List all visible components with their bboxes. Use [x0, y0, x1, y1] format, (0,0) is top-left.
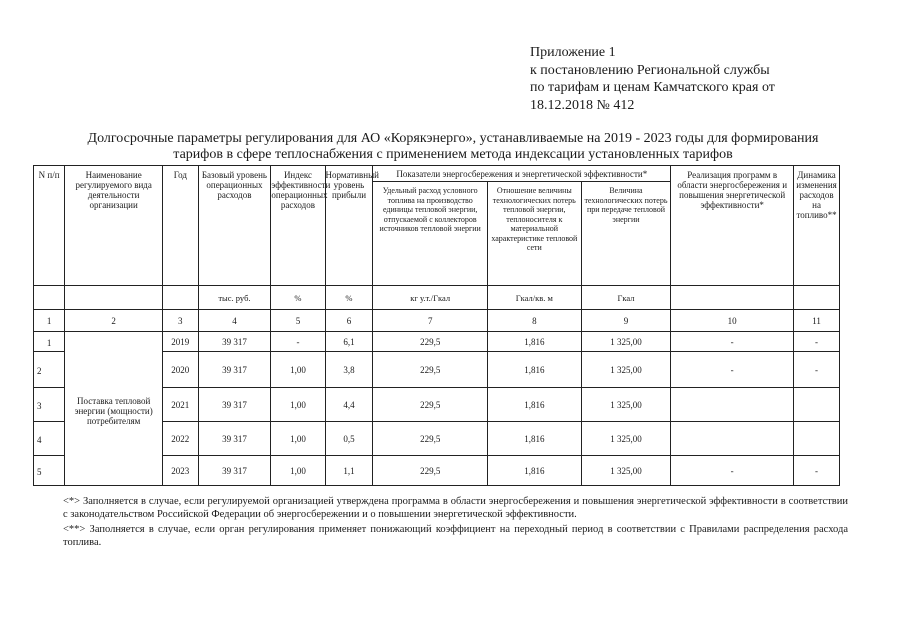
loss-cell: 1 325,00	[581, 352, 671, 388]
year-cell: 2020	[163, 352, 198, 388]
unit-energy-ratio: Гкал/кв. м	[487, 286, 581, 310]
header-program: Реализация программ в области энергосбережения и повышения энергетической эффективности*	[671, 166, 794, 286]
header-energy-loss: Величина технологических потерь при передаче тепловой энергии	[581, 182, 671, 286]
fuel-cell: 229,5	[373, 388, 488, 422]
loss-cell: 1 325,00	[581, 332, 671, 352]
column-number: 10	[671, 310, 794, 332]
fuel-cell: 229,5	[373, 332, 488, 352]
dynamics-cell: -	[794, 332, 840, 352]
column-number: 7	[373, 310, 488, 332]
ratio-cell: 1,816	[487, 388, 581, 422]
fuel-cell: 229,5	[373, 352, 488, 388]
row-number: 5	[34, 456, 65, 486]
program-cell	[671, 422, 794, 456]
unit-energy-loss: Гкал	[581, 286, 671, 310]
column-number: 6	[325, 310, 373, 332]
footnote-1: <*> Заполняется в случае, если регулируемой организацией утверждена программа в области энергосбережения и повышения энергетической эффективности в соответствии с законодательством Российской Федерации об энергосбережении и о повышении энергетической эффективности.	[63, 496, 848, 520]
row-number: 2	[34, 352, 65, 388]
profit-cell: 1,1	[325, 456, 373, 486]
appendix-line-2: к постановлению Региональной службы	[530, 62, 770, 78]
title-line-2: тарифов в сфере теплоснабжения с применением метода индексации установленных тарифов	[173, 147, 733, 162]
column-number: 11	[794, 310, 840, 332]
program-cell: -	[671, 332, 794, 352]
dynamics-cell	[794, 422, 840, 456]
unit-energy-fuel: кг у.т./Гкал	[373, 286, 488, 310]
year-cell: 2023	[163, 456, 198, 486]
profit-cell: 4,4	[325, 388, 373, 422]
profit-cell: 0,5	[325, 422, 373, 456]
program-cell	[671, 388, 794, 422]
index-cell: -	[271, 332, 325, 352]
base-cell: 39 317	[198, 456, 271, 486]
base-cell: 39 317	[198, 388, 271, 422]
appendix-line-3: по тарифам и ценам Камчатского края от	[530, 80, 775, 95]
row-number: 1	[34, 332, 65, 352]
header-profit: Нормативный уровень прибыли	[325, 166, 373, 286]
year-cell: 2022	[163, 422, 198, 456]
row-number: 4	[34, 422, 65, 456]
unit-profit: %	[325, 286, 373, 310]
dynamics-cell	[794, 388, 840, 422]
appendix-line-1: Приложение 1	[530, 45, 616, 60]
index-cell: 1,00	[271, 352, 325, 388]
column-number: 4	[198, 310, 271, 332]
program-cell: -	[671, 352, 794, 388]
column-number: 8	[487, 310, 581, 332]
loss-cell: 1 325,00	[581, 388, 671, 422]
appendix-block	[530, 44, 890, 114]
unit-index: %	[271, 286, 325, 310]
footnote-2: <**> Заполняется в случае, если орган регулирования применяет понижающий коэффициент на переходный период в соответствии с Правилами распределения расхода топлива.	[63, 524, 848, 548]
loss-cell: 1 325,00	[581, 422, 671, 456]
fuel-cell: 229,5	[373, 456, 488, 486]
column-number-row	[34, 310, 840, 332]
title-line-1: Долгосрочные параметры регулирования для АО «Корякэнерго», устанавливаемые на 2019 - 2023 годы для формирования	[87, 131, 819, 146]
row-number: 3	[34, 388, 65, 422]
program-cell: -	[671, 456, 794, 486]
header-num: N п/п	[34, 166, 65, 286]
column-number: 1	[34, 310, 65, 332]
column-number: 9	[581, 310, 671, 332]
base-cell: 39 317	[198, 352, 271, 388]
ratio-cell: 1,816	[487, 456, 581, 486]
profit-cell: 3,8	[325, 352, 373, 388]
column-number: 5	[271, 310, 325, 332]
header-energy-fuel: Удельный расход условного топлива на производство единицы тепловой энергии, отпускаемой с коллекторов источников тепловой энергии	[373, 182, 488, 286]
year-cell: 2021	[163, 388, 198, 422]
column-number: 3	[163, 310, 198, 332]
ratio-cell: 1,816	[487, 422, 581, 456]
column-number: 2	[65, 310, 163, 332]
base-cell: 39 317	[198, 332, 271, 352]
appendix-line-4: 18.12.2018 № 412	[530, 97, 635, 113]
ratio-cell: 1,816	[487, 352, 581, 388]
dynamics-cell: -	[794, 456, 840, 486]
year-cell: 2019	[163, 332, 198, 352]
fuel-cell: 229,5	[373, 422, 488, 456]
header-energy-group: Показатели энергосбережения и энергетической эффективности*	[373, 166, 671, 182]
header-base: Базовый уровень операционных расходов	[198, 166, 271, 286]
header-index: Индекс эффективности операционных расходов	[271, 166, 325, 286]
parameters-table	[33, 165, 840, 486]
loss-cell: 1 325,00	[581, 456, 671, 486]
header-org: Наименование регулируемого вида деятельности организации	[65, 166, 163, 286]
profit-cell: 6,1	[325, 332, 373, 352]
ratio-cell: 1,816	[487, 332, 581, 352]
header-dynamics: Динамика изменения расходов на топливо**	[794, 166, 840, 286]
org-name: Поставка тепловой энергии (мощности) потребителям	[65, 332, 163, 486]
index-cell: 1,00	[271, 422, 325, 456]
header-year: Год	[163, 166, 198, 286]
dynamics-cell: -	[794, 352, 840, 388]
table-row	[34, 332, 840, 352]
unit-base: тыс. руб.	[198, 286, 271, 310]
footnotes	[33, 496, 848, 552]
index-cell: 1,00	[271, 456, 325, 486]
base-cell: 39 317	[198, 422, 271, 456]
index-cell: 1,00	[271, 388, 325, 422]
header-energy-ratio: Отношение величины технологических потерь тепловой энергии, теплоносителя к материальной характеристике тепловой сети	[487, 182, 581, 286]
document-title	[28, 131, 878, 163]
